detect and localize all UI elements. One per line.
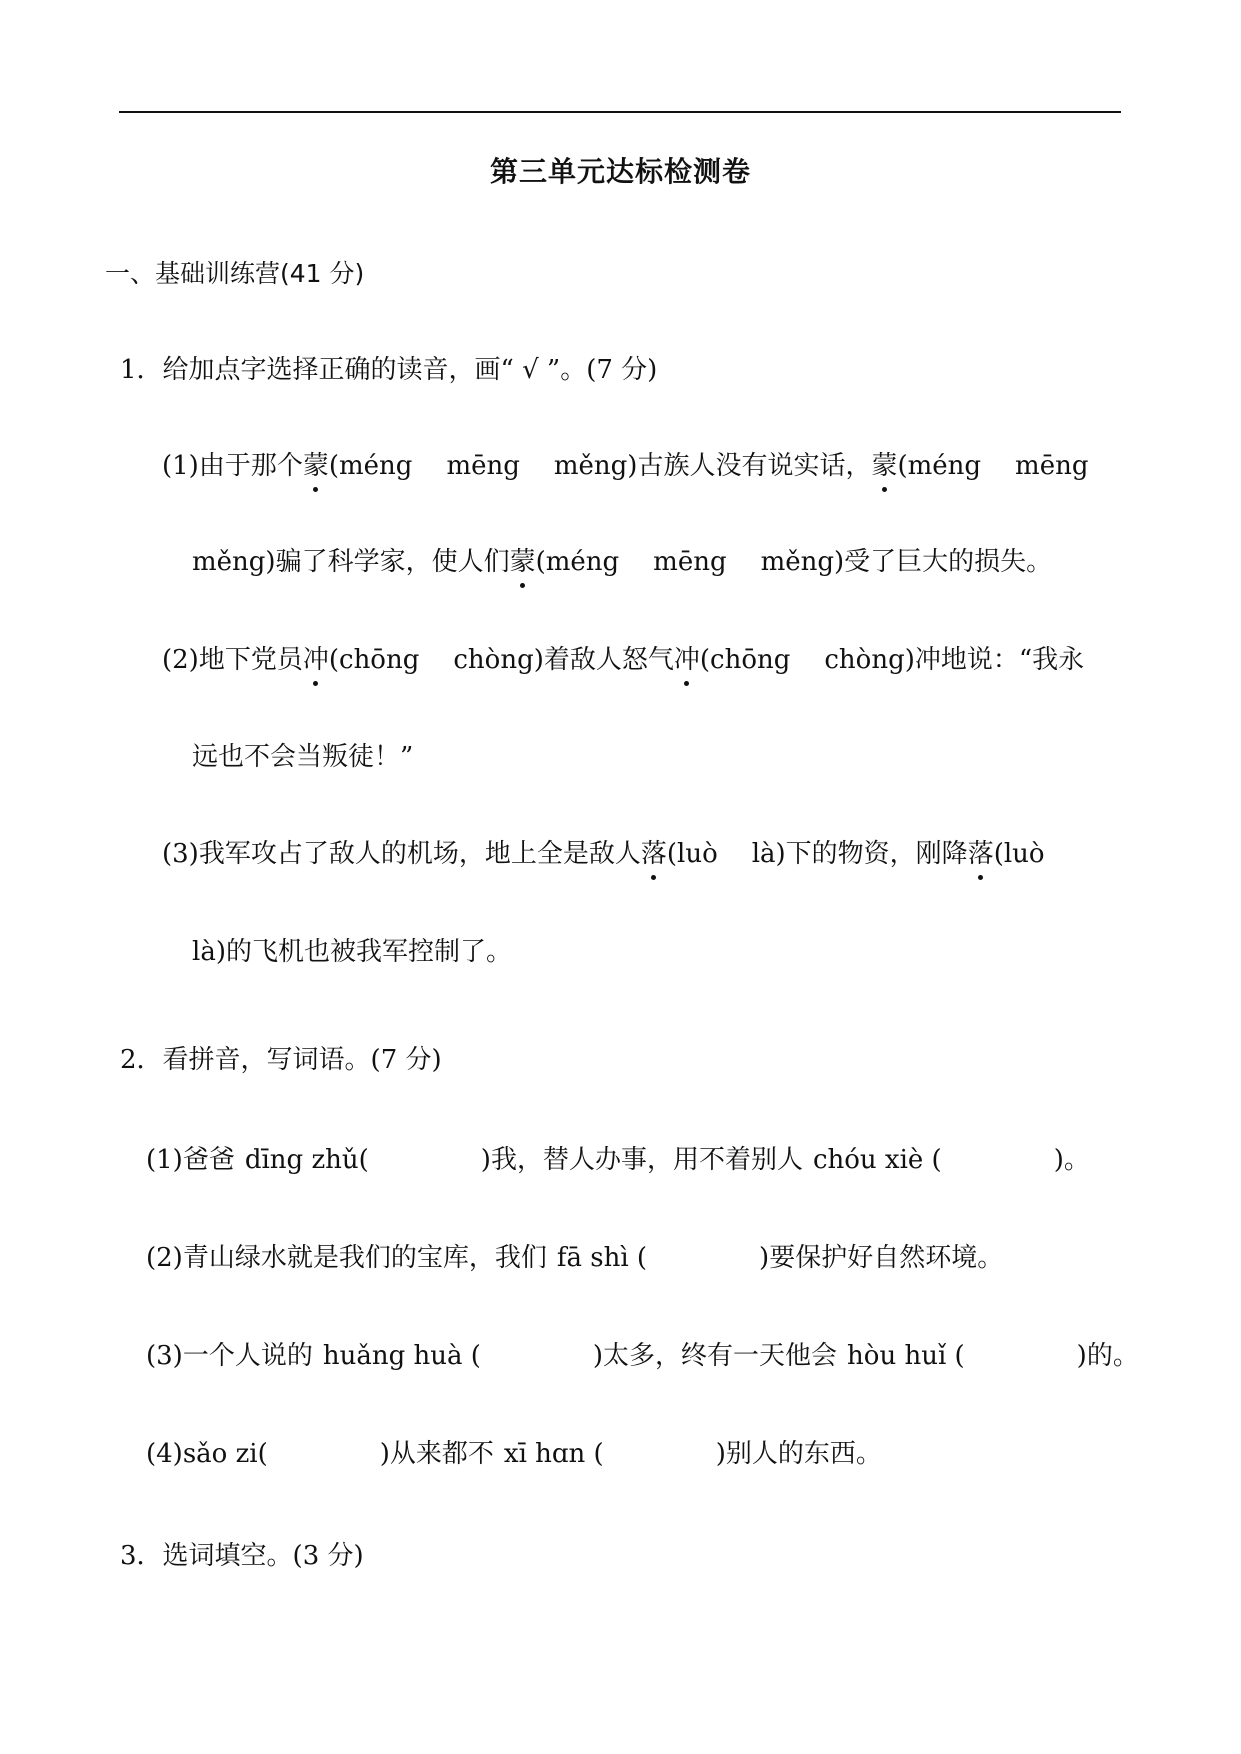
- question-prompt: 给加点字选择正确的读音，画“ √ ”。(7 分): [162, 355, 658, 385]
- pinyin: (4)sǎo zi(: [146, 1439, 268, 1469]
- dotted-char: 落: [968, 834, 994, 874]
- q1-item-2-line-2: 远也不会当叛徒！”: [192, 742, 414, 772]
- dotted-char: 冲: [674, 640, 700, 680]
- question-3: [120, 1536, 364, 1576]
- pinyin: xī hɑn (: [503, 1439, 604, 1469]
- question-2: [120, 1040, 442, 1080]
- q2-item-2: (2)青山绿水就是我们的宝库，我们 fā shì ( )要保护好自然环境。: [146, 1243, 1004, 1273]
- question-prompt: 选词填空。(3 分): [162, 1541, 364, 1571]
- q2-item-1: (1)爸爸 dīng zhǔ( )我，替人办事，用不着别人 chóu xiè ( )。: [146, 1145, 1090, 1175]
- dotted-char: 蒙: [303, 446, 329, 486]
- question-1: [120, 350, 657, 390]
- dotted-char: 冲: [303, 640, 329, 680]
- pinyin: huǎng huà (: [322, 1341, 481, 1371]
- question-number: 3．: [120, 1541, 163, 1571]
- q2-item-4: (4)sǎo zi( )从来都不 xī hɑn ( )别人的东西。: [146, 1439, 882, 1469]
- question-number: 2．: [120, 1045, 163, 1075]
- dotted-char: 蒙: [871, 446, 897, 486]
- pinyin: dīng zhǔ(: [244, 1145, 369, 1175]
- question-prompt: 看拼音，写词语。(7 分): [162, 1045, 442, 1075]
- q1-item-1-line-2: měng)骗了科学家，使人们蒙(méng mēng měng)受了巨大的损失。: [192, 542, 1052, 582]
- section-heading: 一、基础训练营(41 分): [105, 259, 365, 288]
- pinyin: chóu xiè (: [812, 1145, 942, 1175]
- pinyin: fā shì (: [556, 1243, 648, 1273]
- question-number: 1．: [120, 355, 163, 385]
- q1-item-2-line-1: (2)地下党员冲(chōng chòng)着敌人怒气冲(chōng chòng)冲地说：“我永: [162, 640, 1084, 680]
- q1-item-1-line-1: (1)由于那个蒙(méng mēng měng)古族人没有说实话，蒙(méng mēng: [162, 446, 1088, 486]
- q1-item-3-line-2: là)的飞机也被我军控制了。: [192, 937, 512, 967]
- dotted-char: 落: [641, 834, 667, 874]
- q1-item-3-line-1: (3)我军攻占了敌人的机场，地上全是敌人落(luò là)下的物资，刚降落(luò: [162, 834, 1045, 874]
- top-rule: [119, 111, 1121, 113]
- q2-item-3: (3)一个人说的 huǎng huà ( )太多，终有一天他会 hòu huǐ ( )的。: [146, 1341, 1139, 1371]
- page-title: 第三单元达标检测卷: [489, 155, 751, 188]
- pinyin: hòu huǐ (: [847, 1341, 965, 1371]
- dotted-char: 蒙: [510, 542, 536, 582]
